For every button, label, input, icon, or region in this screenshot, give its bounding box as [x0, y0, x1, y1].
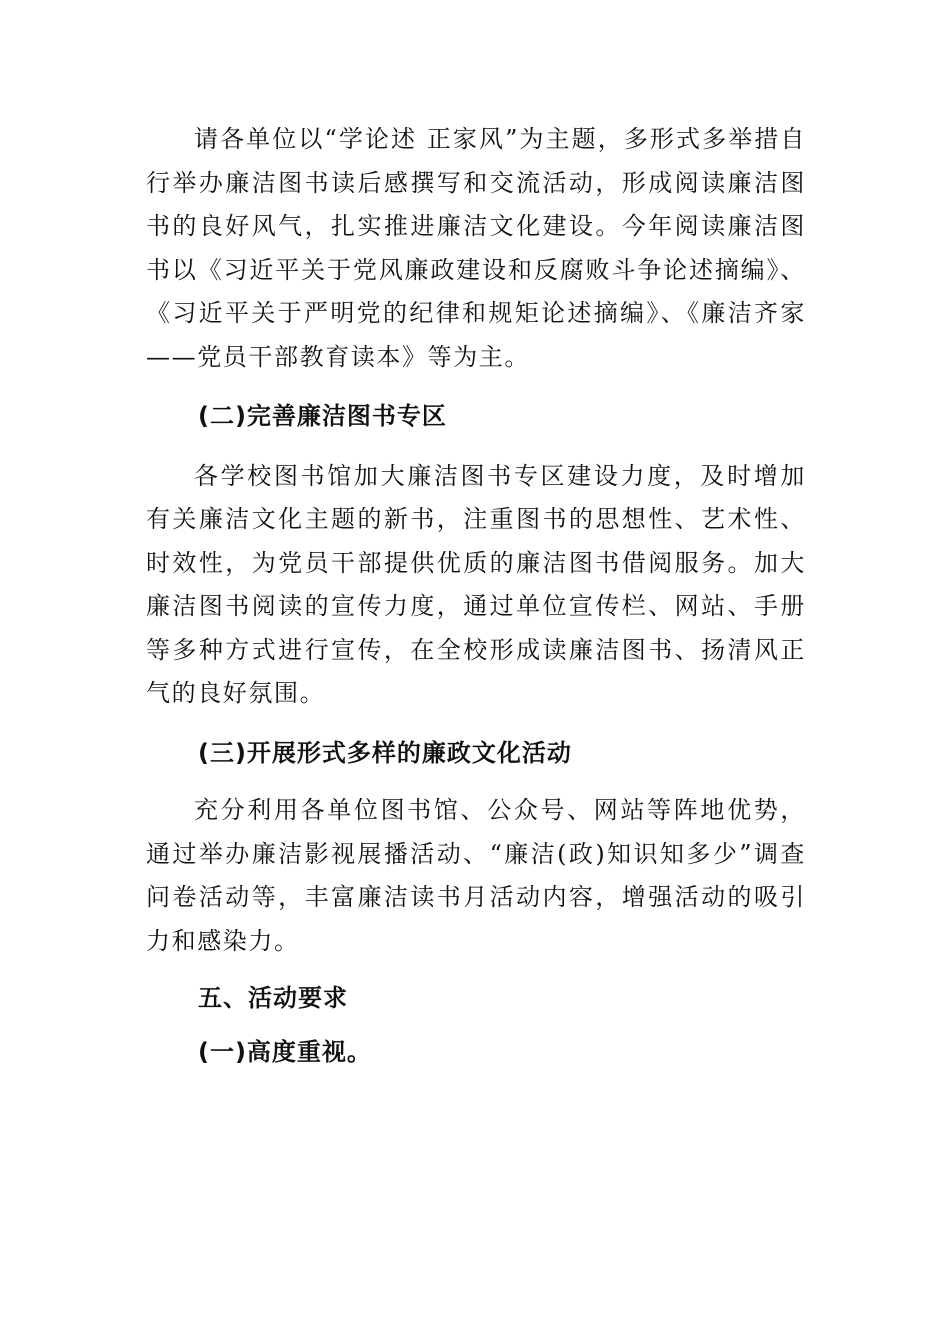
spacer — [146, 963, 806, 977]
paragraph-reading-activity: 请各单位以“学论述 正家风”为主题，多形式多举措自行举办廉洁图书读后感撰写和交流活动，形成阅读廉洁图书的良好风气，扎实推进廉洁文化建设。今年阅读廉洁图书以《习近平关于党风廉政建设和反腐败斗争论述摘编》、《习近平关于严明党的纪律和规矩论述摘编》、《廉洁齐家——党员干部教育读本》等为主。 — [146, 125, 806, 371]
spacer — [146, 1021, 806, 1031]
heading-culture-activities: (三)开展形式多样的廉政文化活动 — [198, 738, 572, 767]
spacer — [146, 379, 806, 395]
paragraph-book-zone: 各学校图书馆加大廉洁图书专区建设力度，及时增加有关廉洁文化主题的新书，注重图书的思想性、艺术性、时效性，为党员干部提供优质的廉洁图书借阅服务。加大廉洁图书阅读的宣传力度，通过单位宣传栏、网站、手册等多种方式进行宣传，在全校形成读廉洁图书、扬清风正气的良好氛围。 — [146, 461, 806, 707]
document-body — [146, 118, 806, 1074]
spacer — [146, 716, 806, 732]
spacer — [146, 439, 806, 455]
section-title-requirements: 五、活动要求 — [198, 984, 348, 1012]
spacer — [146, 775, 806, 789]
paragraph-culture-activities: 充分利用各单位图书馆、公众号、网站等阵地优势，通过举办廉洁影视展播活动、“廉洁(政)知识知多少”调查问卷活动等，丰富廉洁读书月活动内容，增强活动的吸引力和感染力。 — [146, 796, 806, 955]
heading-book-zone: (二)完善廉洁图书专区 — [198, 402, 447, 430]
heading-high-attention: (一)高度重视。 — [198, 1037, 372, 1066]
